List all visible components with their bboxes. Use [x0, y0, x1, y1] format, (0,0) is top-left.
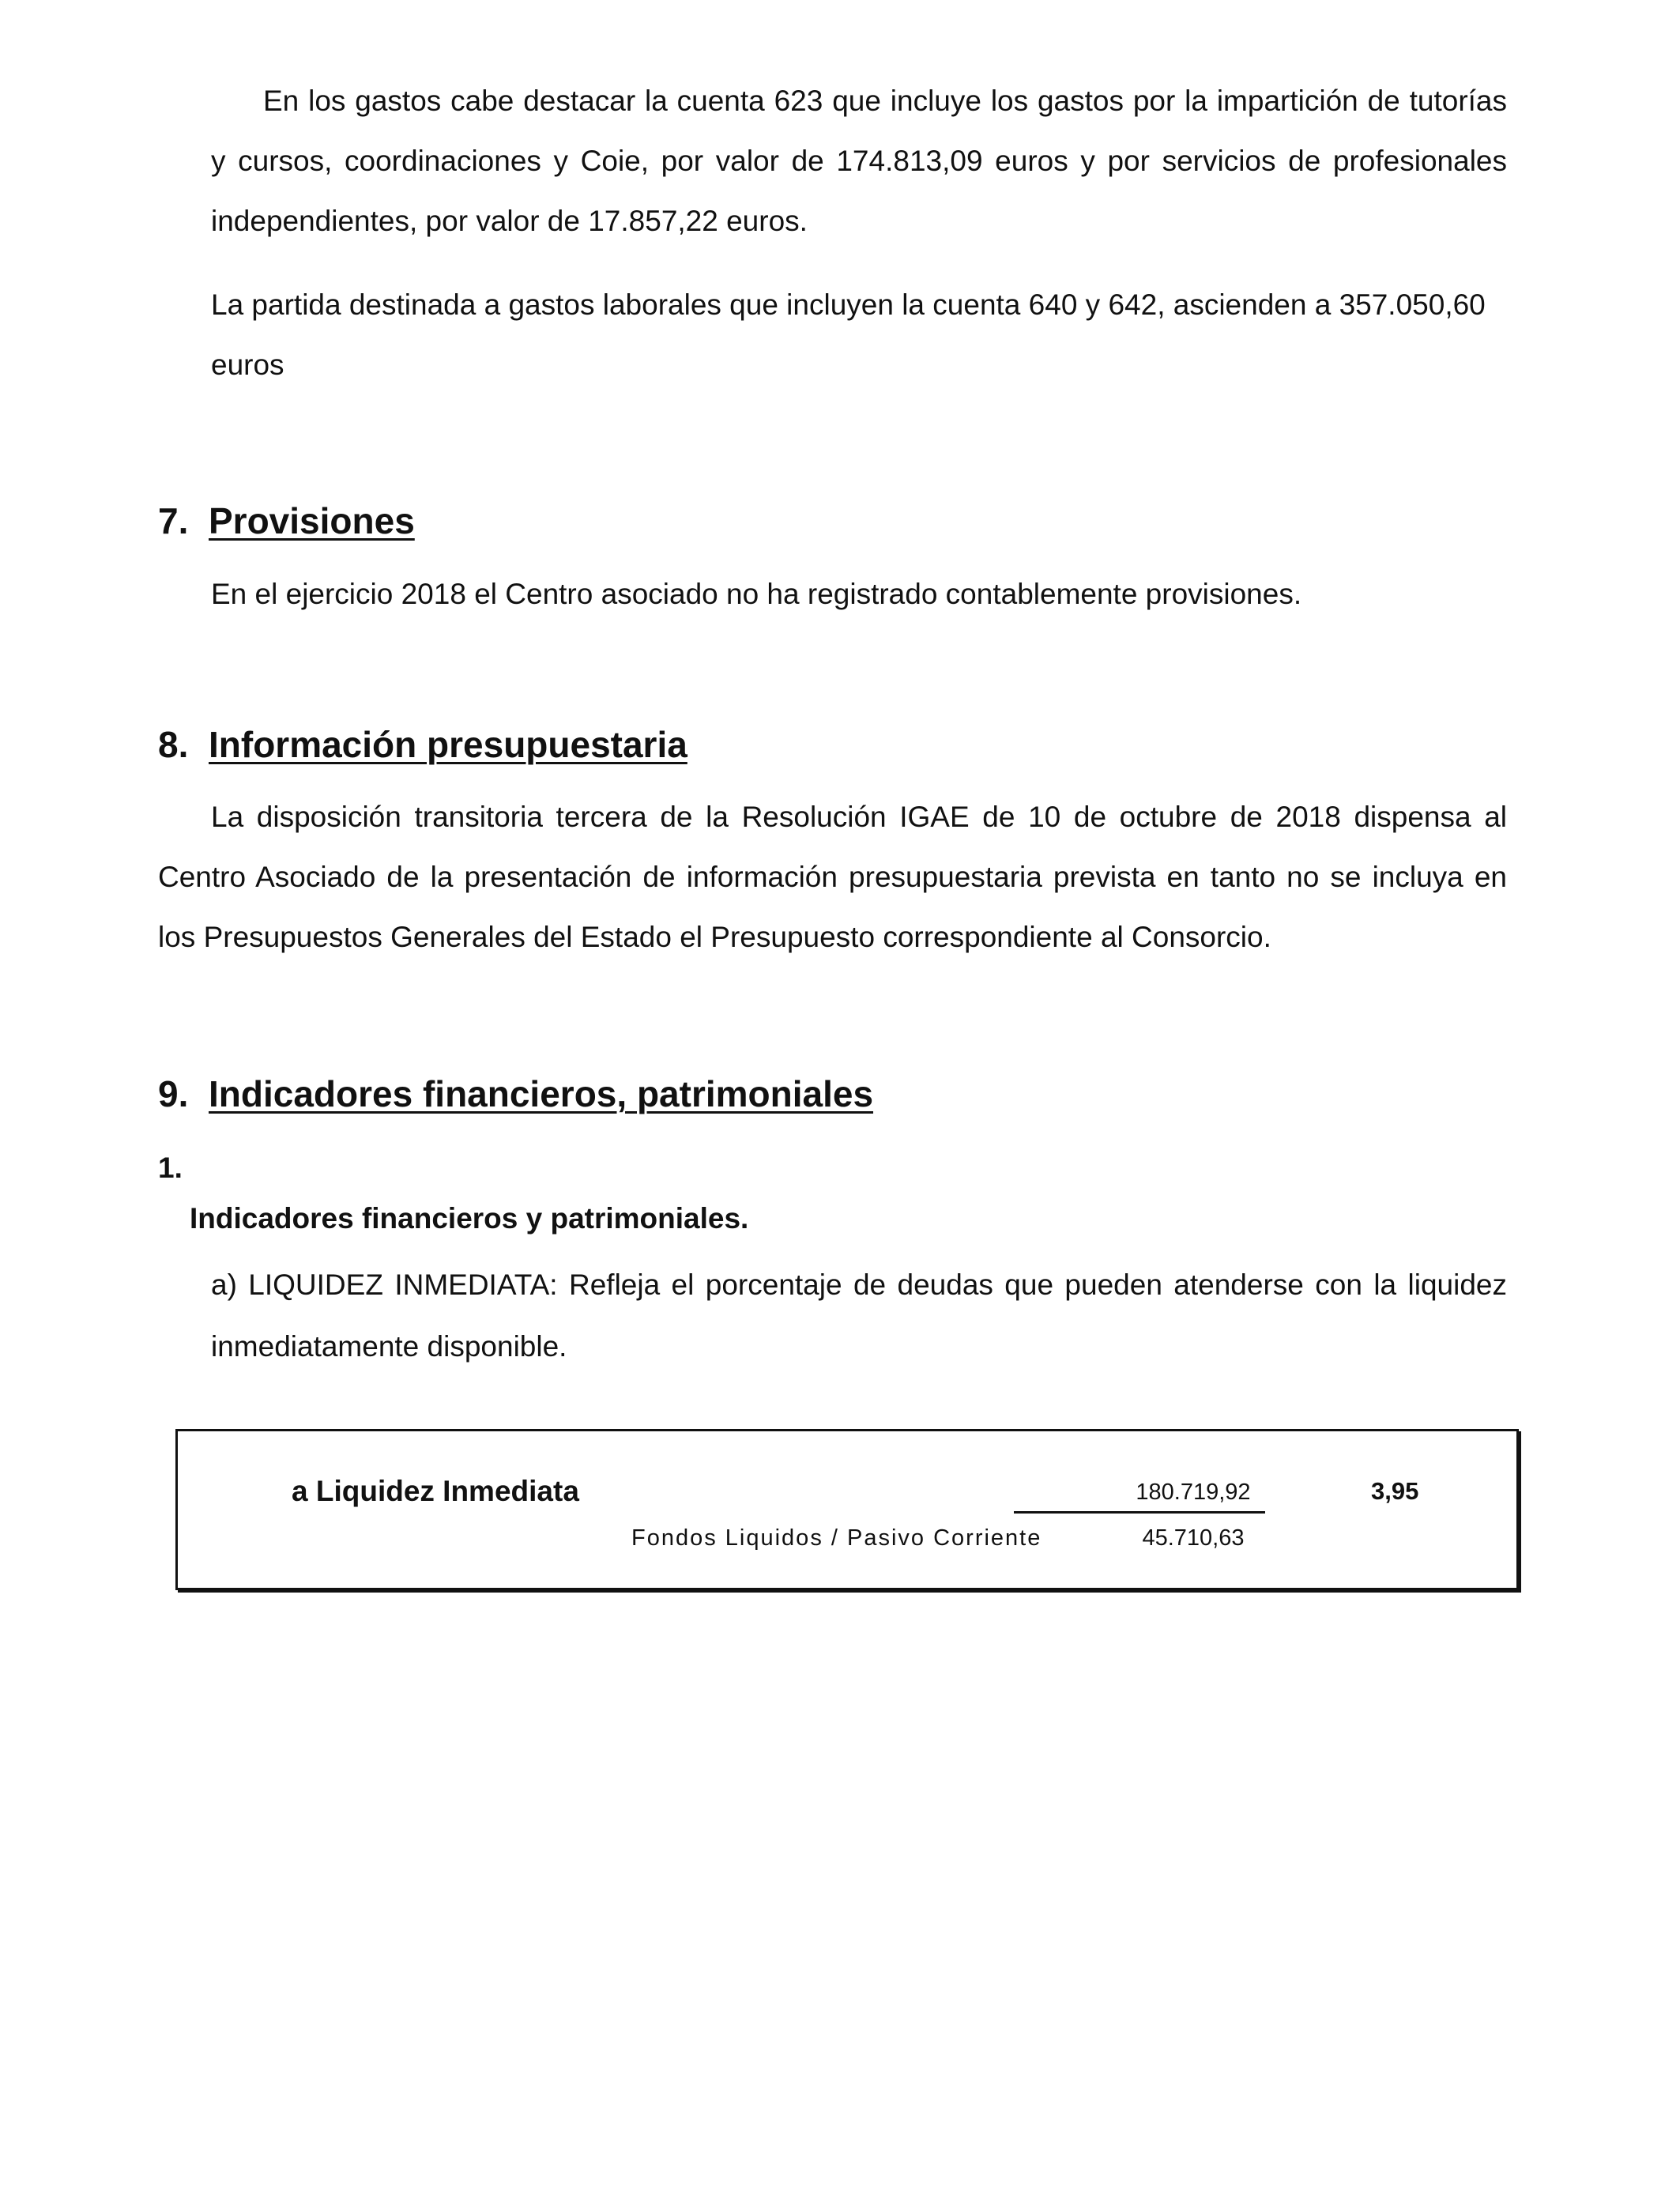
indicator-denominator: 45.710,63	[1142, 1525, 1245, 1551]
indicator-name: Liquidez Inmediata	[315, 1475, 579, 1507]
paragraph-laborales-line-1: La partida destinada a gastos laborales que incluyen la cuenta 640 y 642, ascienden a 357.050,60	[211, 288, 1486, 321]
section-title: Indicadores financieros, patrimoniales	[209, 1073, 874, 1114]
subsection-number: 1.	[158, 1152, 183, 1184]
section-number: 9.	[158, 1073, 189, 1114]
section-title: Provisiones	[209, 500, 415, 541]
indicator-label	[292, 1474, 579, 1509]
paragraph-gastos-line-1: En los gastos cabe destacar la cuenta 623 que incluye los gastos por la impartición de tutorías	[263, 85, 1507, 117]
indicator-numerator: 180.719,92	[1136, 1480, 1251, 1505]
indicator-box	[175, 1429, 1519, 1590]
liquidez-description-line-1: a) LIQUIDEZ INMEDIATA: Refleja el porcentaje de deudas que pueden atenderse con la liquidez	[211, 1269, 1507, 1301]
indicator-letter: a	[292, 1475, 308, 1507]
indicator-result: 3,95	[1371, 1477, 1419, 1505]
paragraph-gastos-line-3: independientes, por valor de 17.857,22 euros.	[211, 205, 808, 237]
section-heading-informacion-presupuestaria	[158, 723, 687, 766]
liquidez-description-line-2: inmediatamente disponible.	[211, 1330, 567, 1363]
paragraph-presupuestaria-line-3: los Presupuestos Generales del Estado el Presupuesto correspondiente al Consorcio.	[158, 921, 1271, 953]
subsection-title: Indicadores financieros y patrimoniales.	[190, 1202, 749, 1235]
paragraph-gastos-line-2: y cursos, coordinaciones y Coie, por valor de 174.813,09 euros y por servicios de profesionales	[211, 145, 1507, 177]
paragraph-laborales-line-2: euros	[211, 349, 284, 381]
indicator-formula: Fondos Liquidos / Pasivo Corriente	[631, 1525, 1042, 1551]
paragraph-presupuestaria-line-1: La disposición transitoria tercera de la Resolución IGAE de 10 de octubre de 2018 dispensa al	[211, 801, 1507, 833]
section-title: Información presupuestaria	[209, 724, 687, 765]
fraction-bar	[1014, 1511, 1265, 1514]
paragraph-provisiones: En el ejercicio 2018 el Centro asociado no ha registrado contablemente provisiones.	[211, 578, 1302, 610]
paragraph-presupuestaria-line-2: Centro Asociado de la presentación de información presupuestaria prevista en tanto no se incluya en	[158, 861, 1507, 893]
section-heading-provisiones	[158, 499, 415, 542]
section-heading-indicadores	[158, 1072, 873, 1115]
section-number: 7.	[158, 500, 189, 541]
section-number: 8.	[158, 724, 189, 765]
